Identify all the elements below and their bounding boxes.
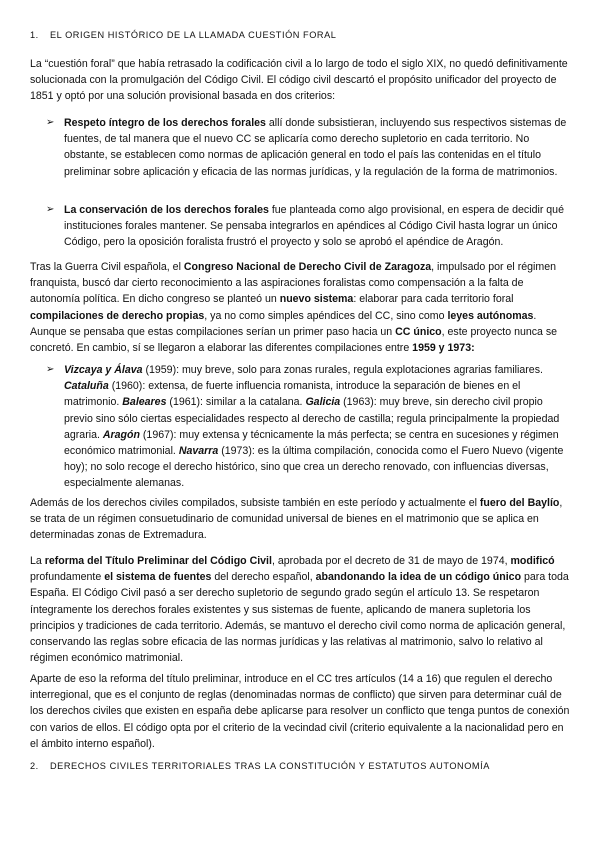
compilacion-name: Navarra: [178, 445, 219, 458]
compilacion-text: (1963): muy breve, sin derecho civil propio previo sino sólo ciertas especialidades respecto al derecho de castilla; regula principalmente la propiedad agraria.: [64, 396, 560, 441]
reforma-bold: el sistema de fuentes: [104, 571, 212, 584]
compilacion-text: (1959): muy breve, solo para zonas rurales, regula explotaciones agrarias familiares.: [142, 364, 543, 376]
congreso-bold: nuevo sistema: [279, 293, 354, 306]
section-1-heading: [30, 28, 570, 42]
reforma-text: para toda España. El Código Civil pasó a ser derecho supletorio de segundo grado según el artículo 13. Se respetaron íntegramente los derechos forales existentes y sus sistemas de fuente, aplicando de manera supletoria los principios y tradiciones de cada territorio. Además, se mantuvo el derecho civil como norma de aplicación general, conservando las reglas sobre eficacia de las normas jurídicas y las relativas al matrimonio, salvo lo relativo al régimen económico matrimonial.: [30, 571, 569, 665]
section-2-number: 2.: [30, 761, 39, 771]
compilacion-name: Galicia: [305, 396, 341, 409]
criterion-1-bold: Respeto íntegro de los derechos forales: [64, 117, 266, 129]
arrow-bullet-icon: ➢: [46, 204, 55, 215]
reforma-paragraph: [30, 553, 570, 666]
compilacion-name: Cataluña: [64, 380, 109, 393]
reforma-bold: abandonando la idea de un código único: [315, 571, 522, 584]
criterion-1-text: allí donde subsistieran, incluyendo sus respectivos sistemas de fuentes, de tal manera que el nuevo CC se aplicaría como derecho supletorio en cada territorio. No obstante, se establecen como normas de aplicación general en todo el país las contenidas en el título preliminar sobre aplicación y eficacia de las normas jurídicas, y la regulación de la forma de matrimonios.: [64, 117, 567, 178]
baylio-text: , se trata de un régimen consuetudinario de comunidad universal de bienes en el matrimonio que se aplica en determinadas zonas de Extremadura.: [30, 497, 563, 542]
reforma-text: del derecho español,: [211, 571, 316, 584]
baylio-bold: fuero del Baylío: [479, 497, 560, 509]
compilacion-name: Vizcaya y Álava: [64, 364, 143, 376]
compilacion-name: Baleares: [122, 396, 167, 409]
congreso-text: , impulsado por el régimen franquista, buscó dar cierto reconocimiento a las aspiraciones foralistas como compensación a la falta de autonomía política. En dicho congreso se planteó un: [30, 261, 556, 306]
congreso-bold: leyes autónomas: [447, 309, 534, 322]
congreso-paragraph: [30, 259, 570, 356]
baylio-paragraph: [30, 495, 570, 544]
congreso-bold: 1959 y 1973:: [412, 342, 475, 355]
criterion-2: [46, 202, 570, 251]
compilacion-name: Aragón: [102, 428, 140, 441]
criterion-1: [46, 115, 570, 180]
criterion-2-bold: La conservación de los derechos forales: [64, 204, 269, 216]
congreso-text: Tras la Guerra Civil española, el: [30, 261, 184, 273]
reforma-text: , aprobada por el decreto de 31 de mayo de 1974,: [271, 555, 511, 567]
compilacion-text: (1967): muy extensa y técnicamente la más perfecta; se centra en sucesiones y régimen económico matrimonial.: [64, 428, 559, 458]
congreso-bold: CC único: [395, 325, 442, 338]
baylio-text: Además de los derechos civiles compilados, subsiste también en este período y actualmente el: [30, 497, 480, 509]
congreso-bold: compilaciones de derecho propias: [30, 309, 205, 322]
congreso-bold: Congreso Nacional de Derecho Civil de Zaragoza: [183, 261, 432, 273]
reforma-text: La: [30, 555, 45, 567]
congreso-text: , ya no como simples apéndices del CC, sino como: [204, 309, 448, 322]
arrow-bullet-icon: ➢: [46, 364, 55, 375]
section-1-number: 1.: [30, 30, 39, 40]
reforma-bold: reforma del Título Preliminar del Código Civil: [44, 555, 272, 567]
reforma-bold: modificó: [510, 555, 555, 567]
section-2-title: DERECHOS CIVILES TERRITORIALES TRAS LA CONSTITUCIÓN Y ESTATUTOS AUTONOMÍA: [50, 761, 490, 771]
criterion-2-text: fue planteada como algo provisional, en espera de decidir qué instituciones forales mantener. Se pensaba integrarlos en apéndices al Código Civil hasta lograr un único Código, pero la oposición foralista frustró el proyecto y solo se aprobó el apéndice de Aragón.: [64, 204, 564, 249]
arrow-bullet-icon: ➢: [46, 117, 55, 128]
compilacion-text: (1961): similar a la catalana.: [166, 396, 306, 409]
section-1-title: EL ORIGEN HISTÓRICO DE LA LLAMADA CUESTIÓN FORAL: [50, 30, 337, 40]
congreso-text: . Aunque se pensaba que estas compilaciones serían un primer paso hacia un: [30, 309, 537, 338]
section-2-heading: [30, 759, 570, 773]
reforma-text: profundamente: [30, 571, 105, 584]
congreso-text: : elaborar para cada territorio foral: [353, 293, 514, 306]
compilaciones-list: [46, 362, 570, 492]
compilacion-text: (1960): extensa, de fuerte influencia romanista, introduce la separación de bienes en el matrimonio.: [64, 380, 521, 409]
compilacion-text: (1973): es la última compilación, conocida como el Fuero Nuevo (vigente hoy); no solo recoge el derecho histórico, sino que crea un derecho renovado, con influencias diversas, especialmente alemanas.: [64, 445, 564, 490]
congreso-text: , este proyecto nunca se concretó. En cambio, sí se llegaron a elaborar las diferentes compilaciones entre: [30, 325, 558, 355]
intro-paragraph: La “cuestión foral” que había retrasado la codificación civil a lo largo de todo el siglo XIX, no quedó definitivamente solucionada con la promulgación del Código Civil. El código civil descartó el propósito unificador del proyecto de 1851 y optó por una solución provisional basada en dos criterios:: [30, 58, 568, 103]
interregional-paragraph: Aparte de eso la reforma del título preliminar, introduce en el CC tres artículos (14 a 16) que regulen el derecho interregional, que es el conjunto de reglas (denominadas normas de conflicto) que sirven para determinar cuál de los derechos civiles que existen en españa debe aplicarse para resolver un conflicto que tenga puntos de conexión con varios de ellos. El código opta por el criterio de la vecindad civil (criterio equivalente a la nacionalidad pero en el ámbito interno español).: [30, 673, 570, 750]
